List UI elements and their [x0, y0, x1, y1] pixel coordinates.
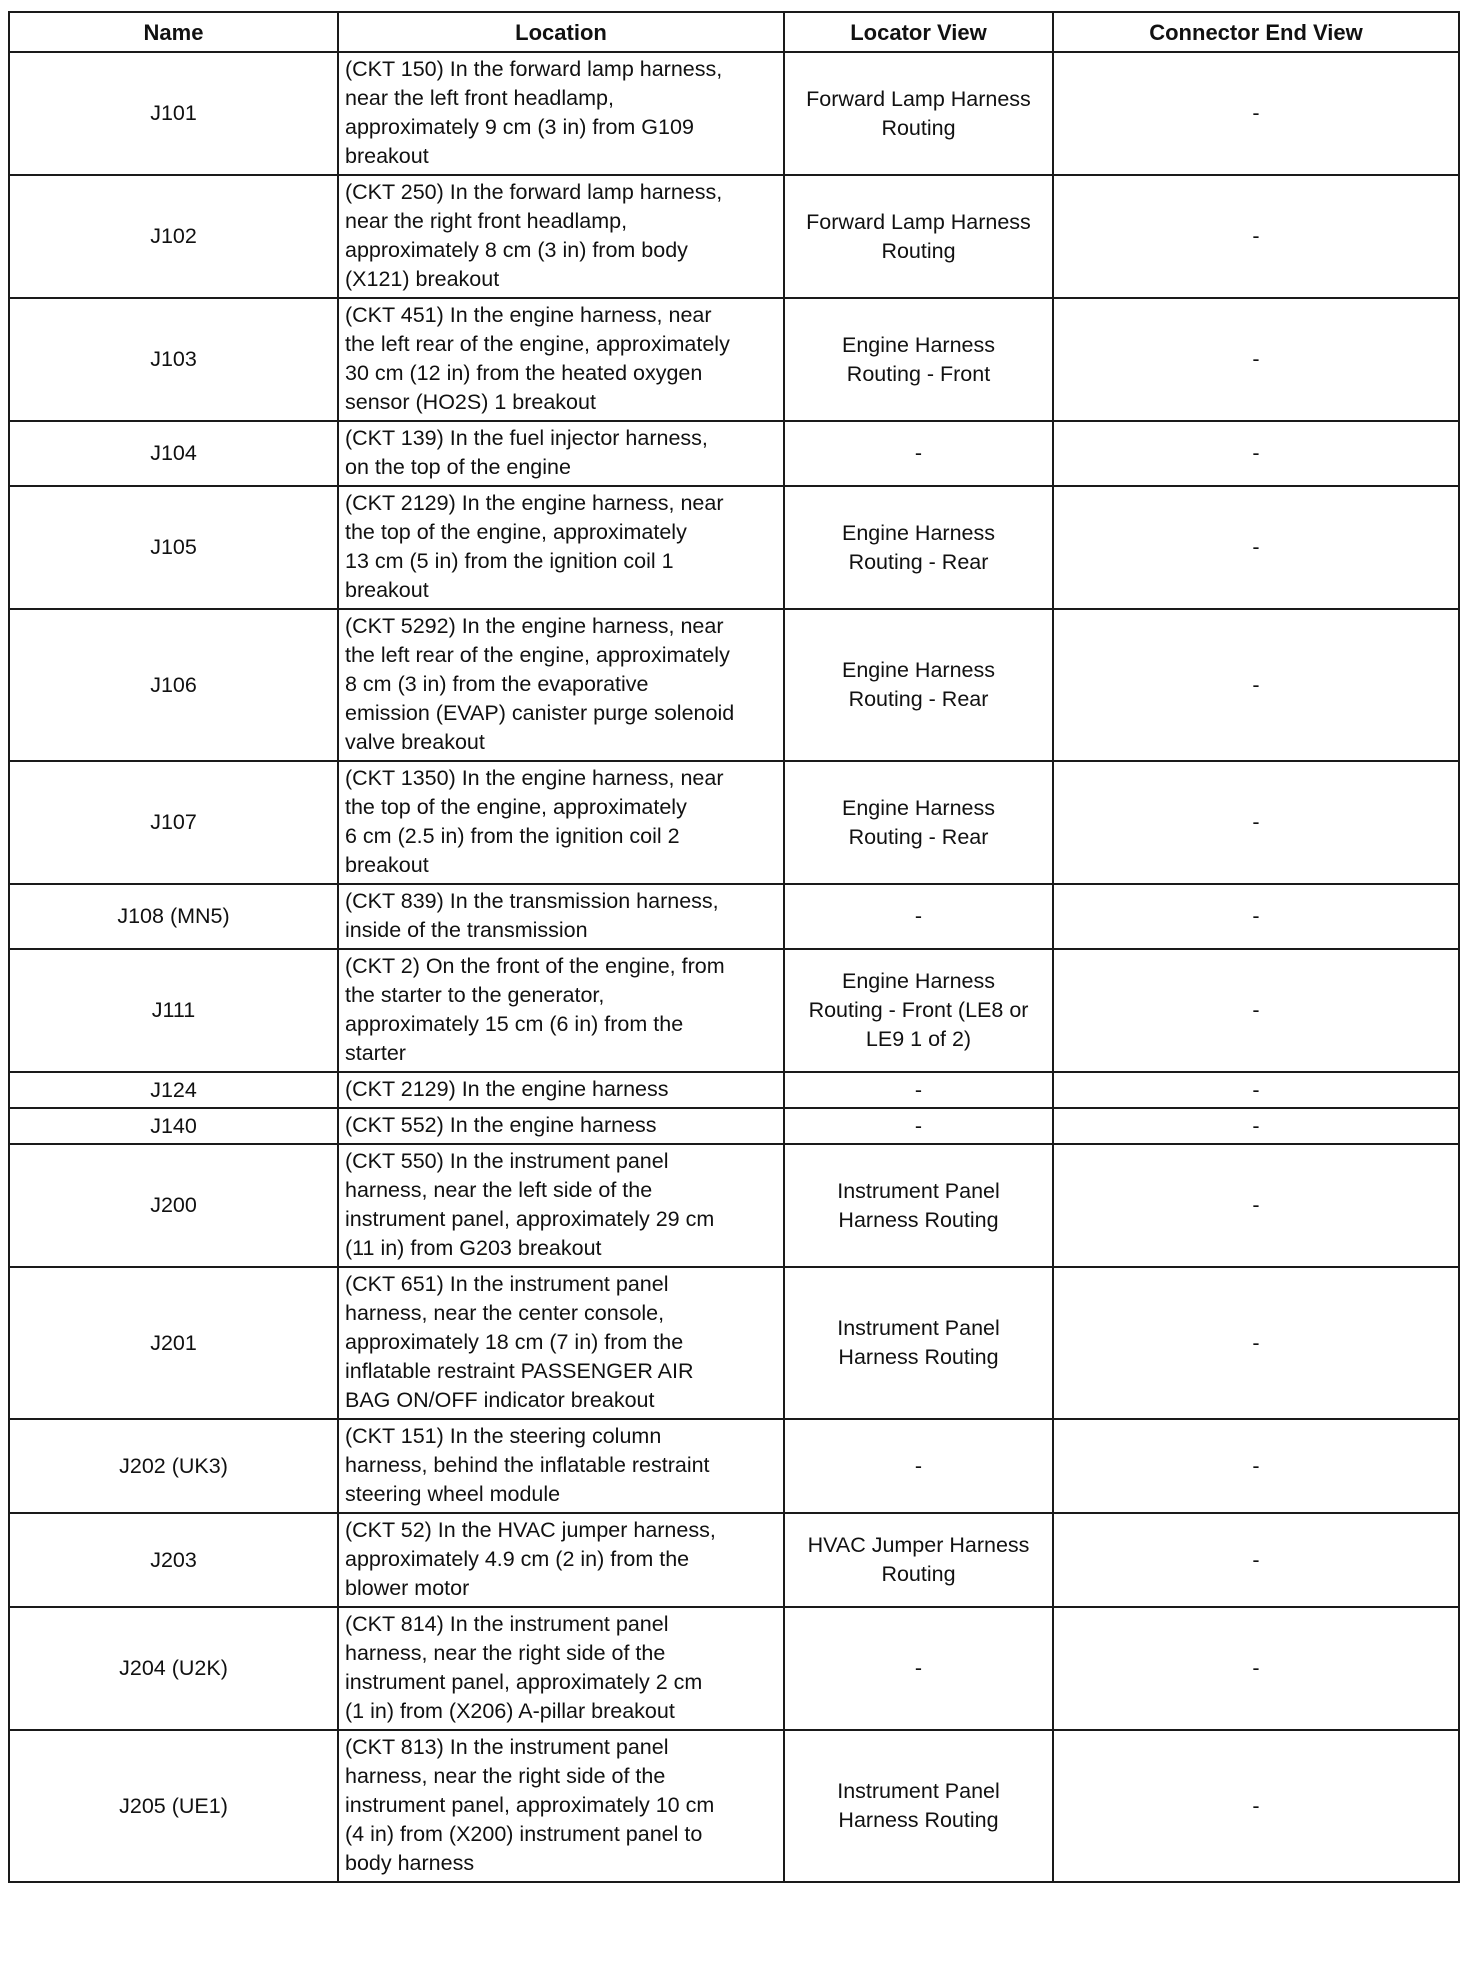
cell-connector-end-view: -	[1053, 298, 1459, 421]
cell-name: J101	[9, 52, 338, 175]
header-connector-end-view: Connector End View	[1053, 12, 1459, 52]
table-row	[9, 1607, 1459, 1730]
cell-location: (CKT 451) In the engine harness, near the left rear of the engine, approximately 30 cm (12 in) from the heated oxygen sensor (HO2S) 1 breakout	[338, 298, 784, 421]
table-row	[9, 1108, 1459, 1144]
cell-name: J102	[9, 175, 338, 298]
cell-location: (CKT 651) In the instrument panel harness, near the center console, approximately 18 cm (7 in) from the inflatable restraint PASSENGER AIR BAG ON/OFF indicator breakout	[338, 1267, 784, 1419]
cell-locator-view: Instrument Panel Harness Routing	[784, 1267, 1053, 1419]
cell-name: J203	[9, 1513, 338, 1607]
cell-name: J105	[9, 486, 338, 609]
header-locator-view: Locator View	[784, 12, 1053, 52]
table-row	[9, 1072, 1459, 1108]
cell-locator-view: -	[784, 421, 1053, 486]
cell-location: (CKT 2129) In the engine harness	[338, 1072, 784, 1108]
cell-connector-end-view: -	[1053, 1144, 1459, 1267]
cell-locator-view: Engine Harness Routing - Rear	[784, 761, 1053, 884]
cell-connector-end-view: -	[1053, 1730, 1459, 1882]
cell-location: (CKT 250) In the forward lamp harness, near the right front headlamp, approximately 8 cm (3 in) from body (X121) breakout	[338, 175, 784, 298]
cell-name: J106	[9, 609, 338, 761]
cell-location: (CKT 552) In the engine harness	[338, 1108, 784, 1144]
cell-name: J204 (U2K)	[9, 1607, 338, 1730]
cell-locator-view: Instrument Panel Harness Routing	[784, 1730, 1053, 1882]
cell-name: J108 (MN5)	[9, 884, 338, 949]
cell-connector-end-view: -	[1053, 175, 1459, 298]
cell-locator-view: Engine Harness Routing - Front (LE8 or LE9 1 of 2)	[784, 949, 1053, 1072]
splice-locations-table	[8, 11, 1460, 1883]
cell-location: (CKT 839) In the transmission harness, inside of the transmission	[338, 884, 784, 949]
cell-locator-view: -	[784, 1607, 1053, 1730]
cell-connector-end-view: -	[1053, 1419, 1459, 1513]
cell-location: (CKT 139) In the fuel injector harness, on the top of the engine	[338, 421, 784, 486]
cell-location: (CKT 813) In the instrument panel harness, near the right side of the instrument panel, approximately 10 cm (4 in) from (X200) instrument panel to body harness	[338, 1730, 784, 1882]
cell-locator-view: Engine Harness Routing - Front	[784, 298, 1053, 421]
cell-locator-view: Engine Harness Routing - Rear	[784, 486, 1053, 609]
table-row	[9, 884, 1459, 949]
cell-locator-view: -	[784, 1108, 1053, 1144]
cell-connector-end-view: -	[1053, 421, 1459, 486]
cell-location: (CKT 5292) In the engine harness, near the left rear of the engine, approximately 8 cm (3 in) from the evaporative emission (EVAP) canister purge solenoid valve breakout	[338, 609, 784, 761]
cell-name: J104	[9, 421, 338, 486]
cell-locator-view: -	[784, 884, 1053, 949]
cell-connector-end-view: -	[1053, 1072, 1459, 1108]
header-location: Location	[338, 12, 784, 52]
cell-connector-end-view: -	[1053, 949, 1459, 1072]
header-row	[9, 12, 1459, 52]
cell-connector-end-view: -	[1053, 761, 1459, 884]
cell-name: J205 (UE1)	[9, 1730, 338, 1882]
table-row	[9, 421, 1459, 486]
cell-name: J124	[9, 1072, 338, 1108]
table-row	[9, 1513, 1459, 1607]
cell-name: J201	[9, 1267, 338, 1419]
cell-locator-view: Forward Lamp Harness Routing	[784, 175, 1053, 298]
cell-location: (CKT 550) In the instrument panel harness, near the left side of the instrument panel, approximately 29 cm (11 in) from G203 breakout	[338, 1144, 784, 1267]
header-name: Name	[9, 12, 338, 52]
cell-connector-end-view: -	[1053, 1513, 1459, 1607]
cell-locator-view: -	[784, 1072, 1053, 1108]
cell-location: (CKT 150) In the forward lamp harness, near the left front headlamp, approximately 9 cm (3 in) from G109 breakout	[338, 52, 784, 175]
cell-location: (CKT 151) In the steering column harness, behind the inflatable restraint steering wheel module	[338, 1419, 784, 1513]
cell-name: J200	[9, 1144, 338, 1267]
table-row	[9, 52, 1459, 175]
cell-connector-end-view: -	[1053, 1607, 1459, 1730]
cell-name: J140	[9, 1108, 338, 1144]
cell-connector-end-view: -	[1053, 609, 1459, 761]
cell-name: J202 (UK3)	[9, 1419, 338, 1513]
cell-locator-view: Forward Lamp Harness Routing	[784, 52, 1053, 175]
table-body	[9, 52, 1459, 1882]
cell-connector-end-view: -	[1053, 1267, 1459, 1419]
cell-location: (CKT 1350) In the engine harness, near the top of the engine, approximately 6 cm (2.5 in) from the ignition coil 2 breakout	[338, 761, 784, 884]
table-row	[9, 949, 1459, 1072]
splice-table-container	[8, 11, 1458, 1883]
table-row	[9, 298, 1459, 421]
cell-locator-view: Instrument Panel Harness Routing	[784, 1144, 1053, 1267]
table-row	[9, 1144, 1459, 1267]
table-row	[9, 761, 1459, 884]
cell-connector-end-view: -	[1053, 1108, 1459, 1144]
table-row	[9, 1419, 1459, 1513]
cell-location: (CKT 2) On the front of the engine, from the starter to the generator, approximately 15 cm (6 in) from the starter	[338, 949, 784, 1072]
cell-name: J107	[9, 761, 338, 884]
cell-locator-view: -	[784, 1419, 1053, 1513]
cell-connector-end-view: -	[1053, 52, 1459, 175]
cell-location: (CKT 814) In the instrument panel harness, near the right side of the instrument panel, approximately 2 cm (1 in) from (X206) A-pillar breakout	[338, 1607, 784, 1730]
table-row	[9, 175, 1459, 298]
cell-locator-view: HVAC Jumper Harness Routing	[784, 1513, 1053, 1607]
table-row	[9, 486, 1459, 609]
cell-location: (CKT 2129) In the engine harness, near the top of the engine, approximately 13 cm (5 in) from the ignition coil 1 breakout	[338, 486, 784, 609]
table-row	[9, 1267, 1459, 1419]
cell-name: J103	[9, 298, 338, 421]
cell-connector-end-view: -	[1053, 884, 1459, 949]
cell-locator-view: Engine Harness Routing - Rear	[784, 609, 1053, 761]
table-row	[9, 1730, 1459, 1882]
cell-connector-end-view: -	[1053, 486, 1459, 609]
cell-location: (CKT 52) In the HVAC jumper harness, approximately 4.9 cm (2 in) from the blower motor	[338, 1513, 784, 1607]
cell-name: J111	[9, 949, 338, 1072]
table-row	[9, 609, 1459, 761]
